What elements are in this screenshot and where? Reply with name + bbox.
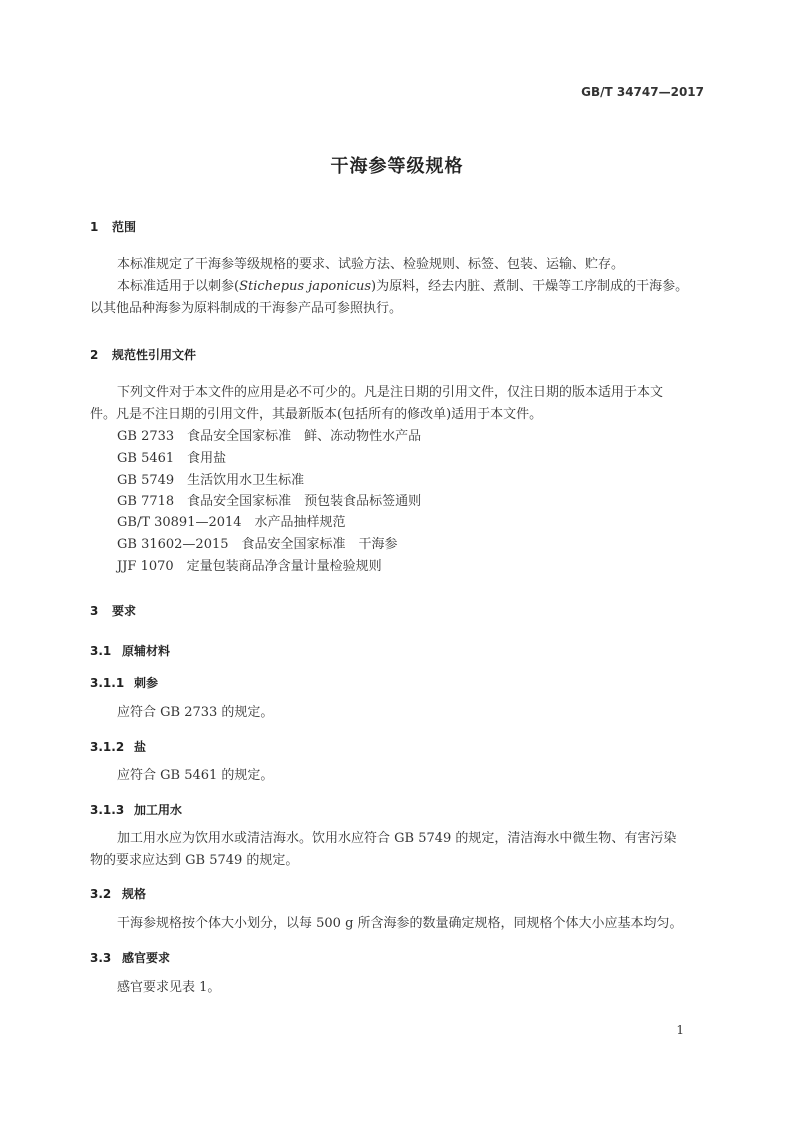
text: 本标准适用于以刺参( <box>117 279 240 294</box>
section-number: 1 <box>90 220 99 234</box>
section-title: 规格 <box>122 887 147 901</box>
section-title: 原辅材料 <box>122 644 171 658</box>
section-3-1-2-heading <box>90 738 146 755</box>
paragraph: 加工用水应为饮用水或清洁海水。饮用水应符合 GB 5749 的规定，清洁海水中微生物、有害污染 <box>117 831 677 846</box>
paragraph: 应符合 GB 2733 的规定。 <box>117 705 274 720</box>
standard-id: GB/T 34747—2017 <box>581 85 704 99</box>
paragraph: 件。凡是不注日期的引用文件，其最新版本(包括所有的修改单)适用于本文件。 <box>90 407 543 422</box>
section-number: 3.1.2 <box>90 740 125 754</box>
paragraph: 感官要求见表 1。 <box>117 980 221 995</box>
section-title: 加工用水 <box>134 803 183 817</box>
reference-item: JJF 1070 定量包装商品净含量计量检验规则 <box>117 559 382 574</box>
paragraph: 以其他品种海参为原料制成的干海参产品可参照执行。 <box>90 301 403 316</box>
reference-item: GB 5461 食用盐 <box>117 451 227 466</box>
section-title: 感官要求 <box>122 951 171 965</box>
section-title: 范围 <box>112 220 137 234</box>
section-3-1-3-heading <box>90 801 182 818</box>
paragraph: 下列文件对于本文件的应用是必不可少的。凡是注日期的引用文件，仅注日期的版本适用于本文 <box>117 385 664 400</box>
document-title: 干海参等级规格 <box>330 156 464 177</box>
paragraph: 干海参规格按个体大小划分，以每 500 g 所含海参的数量确定规格，同规格个体大小应基本均匀。 <box>117 916 683 931</box>
section-2-heading <box>90 346 196 363</box>
section-3-2-heading <box>90 885 146 902</box>
paragraph: 物的要求应达到 GB 5749 的规定。 <box>90 853 299 868</box>
section-title: 规范性引用文件 <box>112 348 197 362</box>
page-number: 1 <box>676 1023 684 1037</box>
reference-item: GB/T 30891—2014 水产品抽样规范 <box>117 515 346 530</box>
paragraph <box>117 276 688 298</box>
section-3-1-heading <box>90 642 170 659</box>
paragraph: 应符合 GB 5461 的规定。 <box>117 768 274 783</box>
section-3-1-1-heading <box>90 674 158 691</box>
section-title: 要求 <box>112 604 137 618</box>
reference-item: GB 2733 食品安全国家标准 鲜、冻动物性水产品 <box>117 429 422 444</box>
section-number: 2 <box>90 348 99 362</box>
paragraph: 本标准规定了干海参等级规格的要求、试验方法、检验规则、标签、包装、运输、贮存。 <box>117 257 625 272</box>
reference-item: GB 31602—2015 食品安全国家标准 干海参 <box>117 537 398 552</box>
reference-item: GB 5749 生活饮用水卫生标准 <box>117 473 305 488</box>
section-number: 3.3 <box>90 951 112 965</box>
text: )为原料，经去内脏、煮制、干燥等工序制成的干海参。 <box>371 279 689 294</box>
section-number: 3.1.1 <box>90 676 125 690</box>
section-3-heading <box>90 602 136 619</box>
section-number: 3.1 <box>90 644 112 658</box>
section-number: 3.2 <box>90 887 112 901</box>
section-number: 3.1.3 <box>90 803 125 817</box>
section-title: 盐 <box>134 740 147 754</box>
species-name: Stichepus japonicus <box>239 279 371 294</box>
reference-item: GB 7718 食品安全国家标准 预包装食品标签通则 <box>117 494 422 509</box>
section-1-heading <box>90 218 136 235</box>
section-3-3-heading <box>90 949 170 966</box>
section-title: 刺参 <box>134 676 159 690</box>
section-number: 3 <box>90 604 99 618</box>
